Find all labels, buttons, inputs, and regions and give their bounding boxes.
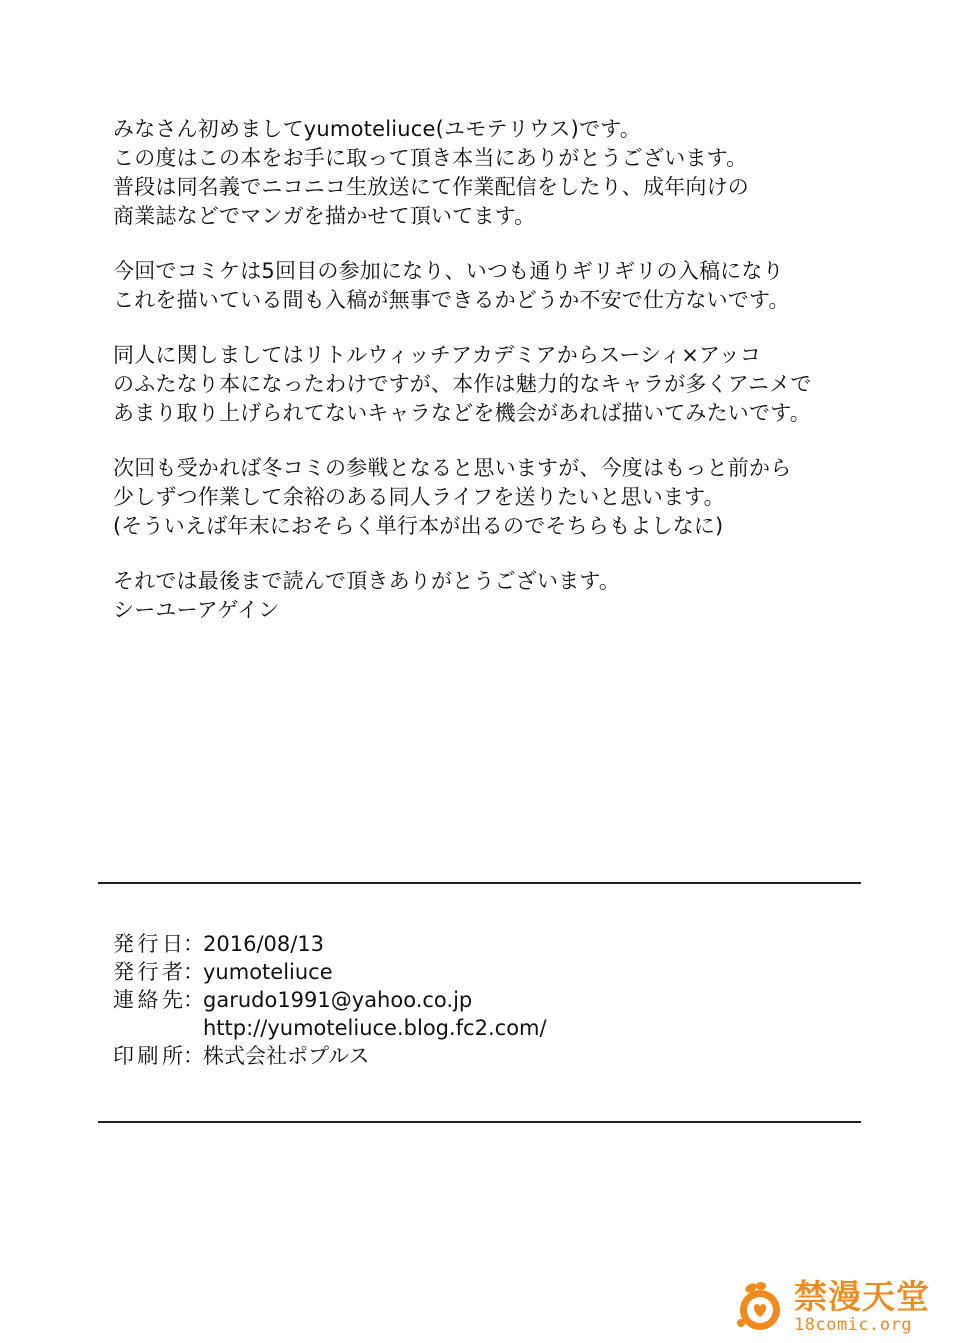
text-line: 同人に関しましてはリトルウィッチアカデミアからスーシィ×アッコ xyxy=(113,343,762,367)
separator: ： xyxy=(183,988,204,1012)
colophon-publisher-row xyxy=(113,958,547,986)
colophon-bottom-divider xyxy=(98,1121,861,1123)
colophon xyxy=(113,930,547,1070)
afterword-paragraph-5 xyxy=(113,567,873,625)
afterword-paragraph-4 xyxy=(113,454,873,541)
date-value: 2016/08/13 xyxy=(203,932,325,956)
publisher-value: yumoteliuce xyxy=(203,960,333,984)
text-line: 商業誌などでマンガを描かせて頂いてます。 xyxy=(113,204,536,228)
separator: ： xyxy=(183,1044,204,1068)
mascot-logo-icon xyxy=(732,1279,788,1335)
afterword-paragraph-2 xyxy=(113,257,873,315)
watermark-url: 18comic.org xyxy=(794,1315,913,1335)
date-label: 発行日 xyxy=(113,932,183,956)
colophon-printer-row xyxy=(113,1042,547,1070)
site-watermark xyxy=(732,1279,930,1335)
text-line: のふたなり本になったわけですが、本作は魅力的なキャラが多くアニメで xyxy=(113,372,812,396)
text-line: 普段は同名義でニコニコ生放送にて作業配信をしたり、成年向けの xyxy=(113,175,749,199)
printer-value: 株式会社ポプルス xyxy=(203,1044,370,1068)
printer-label: 印刷所 xyxy=(113,1044,183,1068)
afterword-paragraph-3 xyxy=(113,341,873,428)
text-line: この度はこの本をお手に取って頂き本当にありがとうございます。 xyxy=(113,146,748,170)
text-line: 次回も受かれば冬コミの参戦となると思いますが、今度はもっと前から xyxy=(113,456,792,480)
text-line: みなさん初めましてyumoteliuce(ユモテリウス)です。 xyxy=(113,117,641,141)
text-line: あまり取り上げられてないキャラなどを機会があれば描いてみたいです。 xyxy=(113,401,811,425)
colophon-url-row xyxy=(113,1014,547,1042)
contact-email: garudo1991@yahoo.co.jp xyxy=(203,988,473,1012)
colophon-contact-row xyxy=(113,986,547,1014)
text-line: (そういえば年末におそらく単行本が出るのでそちらもよしなに) xyxy=(113,514,724,538)
watermark-title: 禁漫天堂 xyxy=(794,1277,930,1316)
text-line: これを描いている間も入稿が無事できるかどうか不安で仕方ないです。 xyxy=(113,288,790,312)
colophon-top-divider xyxy=(98,882,861,884)
text-line: シーユーアゲイン xyxy=(113,598,280,622)
separator: ： xyxy=(183,960,204,984)
text-line: 今回でコミケは5回目の参加になり、いつも通りギリギリの入稿になり xyxy=(113,259,784,283)
afterword-text xyxy=(113,115,873,651)
separator: ： xyxy=(183,932,204,956)
colophon-date-row xyxy=(113,930,547,958)
text-line: それでは最後まで読んで頂きありがとうございます。 xyxy=(113,569,621,593)
contact-label: 連絡先 xyxy=(113,988,183,1012)
publisher-label: 発行者 xyxy=(113,960,183,984)
text-line: 少しずつ作業して余裕のある同人ライフを送りたいと思います。 xyxy=(113,485,725,509)
contact-url: http://yumoteliuce.blog.fc2.com/ xyxy=(203,1016,547,1040)
watermark-text xyxy=(794,1279,930,1335)
afterword-paragraph-1 xyxy=(113,115,873,231)
